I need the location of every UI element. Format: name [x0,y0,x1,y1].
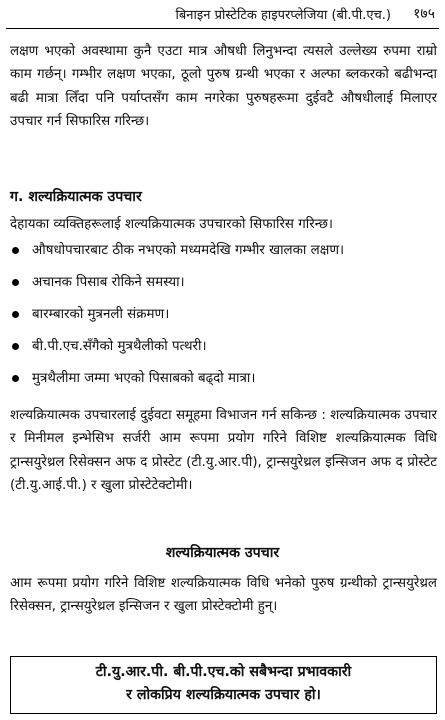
bullet-icon [12,375,19,382]
highlight-line-2: र लोकप्रिय शल्यक्रियात्मक उपचार हो। [126,687,321,703]
bullet-icon [12,247,19,254]
highlight-box [10,656,437,714]
running-title: बिनाइन प्रोस्टेटिक हाइपरप्लेजिया (बी.पी.एच.) [175,8,391,23]
paragraph-combination-therapy: लक्षण भएको अवस्थामा कुनै एउटा मात्र औषधी लिनुभन्दा त्यसले उल्लेख्य रुपमा राम्रो काम गर्छन्। गम्भीर लक्षण भएका, ठूलो पुरुष ग्रन्थी भएका र अल्फा ब्लकरको बढीभन्दा बढी मात्रा लिँदा पनि पर्याप्तसँग काम नगरेका पुरुषहरूमा दुईवटै औषधीलाई मिलाएर उपचार गर्न सिफारिस गरिन्छ। [10,44,437,129]
paragraph-common-methods: आम रूपमा प्रयोग गरिने विशिष्ट शल्यक्रियात्मक विधि भनेको पुरुष ग्रन्थीको ट्रान्सयुरेथ्रल रिसेक्सन, ट्रान्सयुरेथ्रल इन्सिजन र खुला प्रोस्टेक्टोमी हुन्। [10,576,437,615]
bullet-icon [12,343,19,350]
surgery-recommendation-intro: देहायका व्यक्तिहरूलाई शल्यक्रियात्मक उपचारको सिफारिस गरिन्छ। [10,217,334,232]
section-heading-surgical-treatment: ग. शल्यक्रियात्मक उपचार [10,189,142,205]
subheading-surgical-treatment: शल्यक्रियात्मक उपचार [165,545,280,561]
bullet-icon [12,311,19,318]
page-header [6,0,439,29]
bullet-icon [12,279,19,286]
highlight-line-1: टी.यु.आर.पी. बी.पी.एच.को सबैभन्दा प्रभावकारी [95,664,352,680]
page-number: १७५ [413,6,435,22]
paragraph-surgery-groups: शल्यक्रियात्मक उपचारलाई दुईवटा समूहमा विभाजन गर्न सकिन्छ : शल्यक्रियात्मक उपचार र मिनीमल इन्भेसिभ सर्जरी आम रूपमा प्रयोग गरिने विशिष्ट शल्यक्रियात्मक विधि ट्रान्सयुरेथ्रल रिसेक्सन अफ द प्रोस्टेट (टी.यु.आर.पी), ट्रान्सयुरेथ्रल इन्सिजन अफ द प्रोस्टेट (टी.यु.आई.पी.) र खुला प्रोस्टेटेक्टोमी। [10,408,437,493]
